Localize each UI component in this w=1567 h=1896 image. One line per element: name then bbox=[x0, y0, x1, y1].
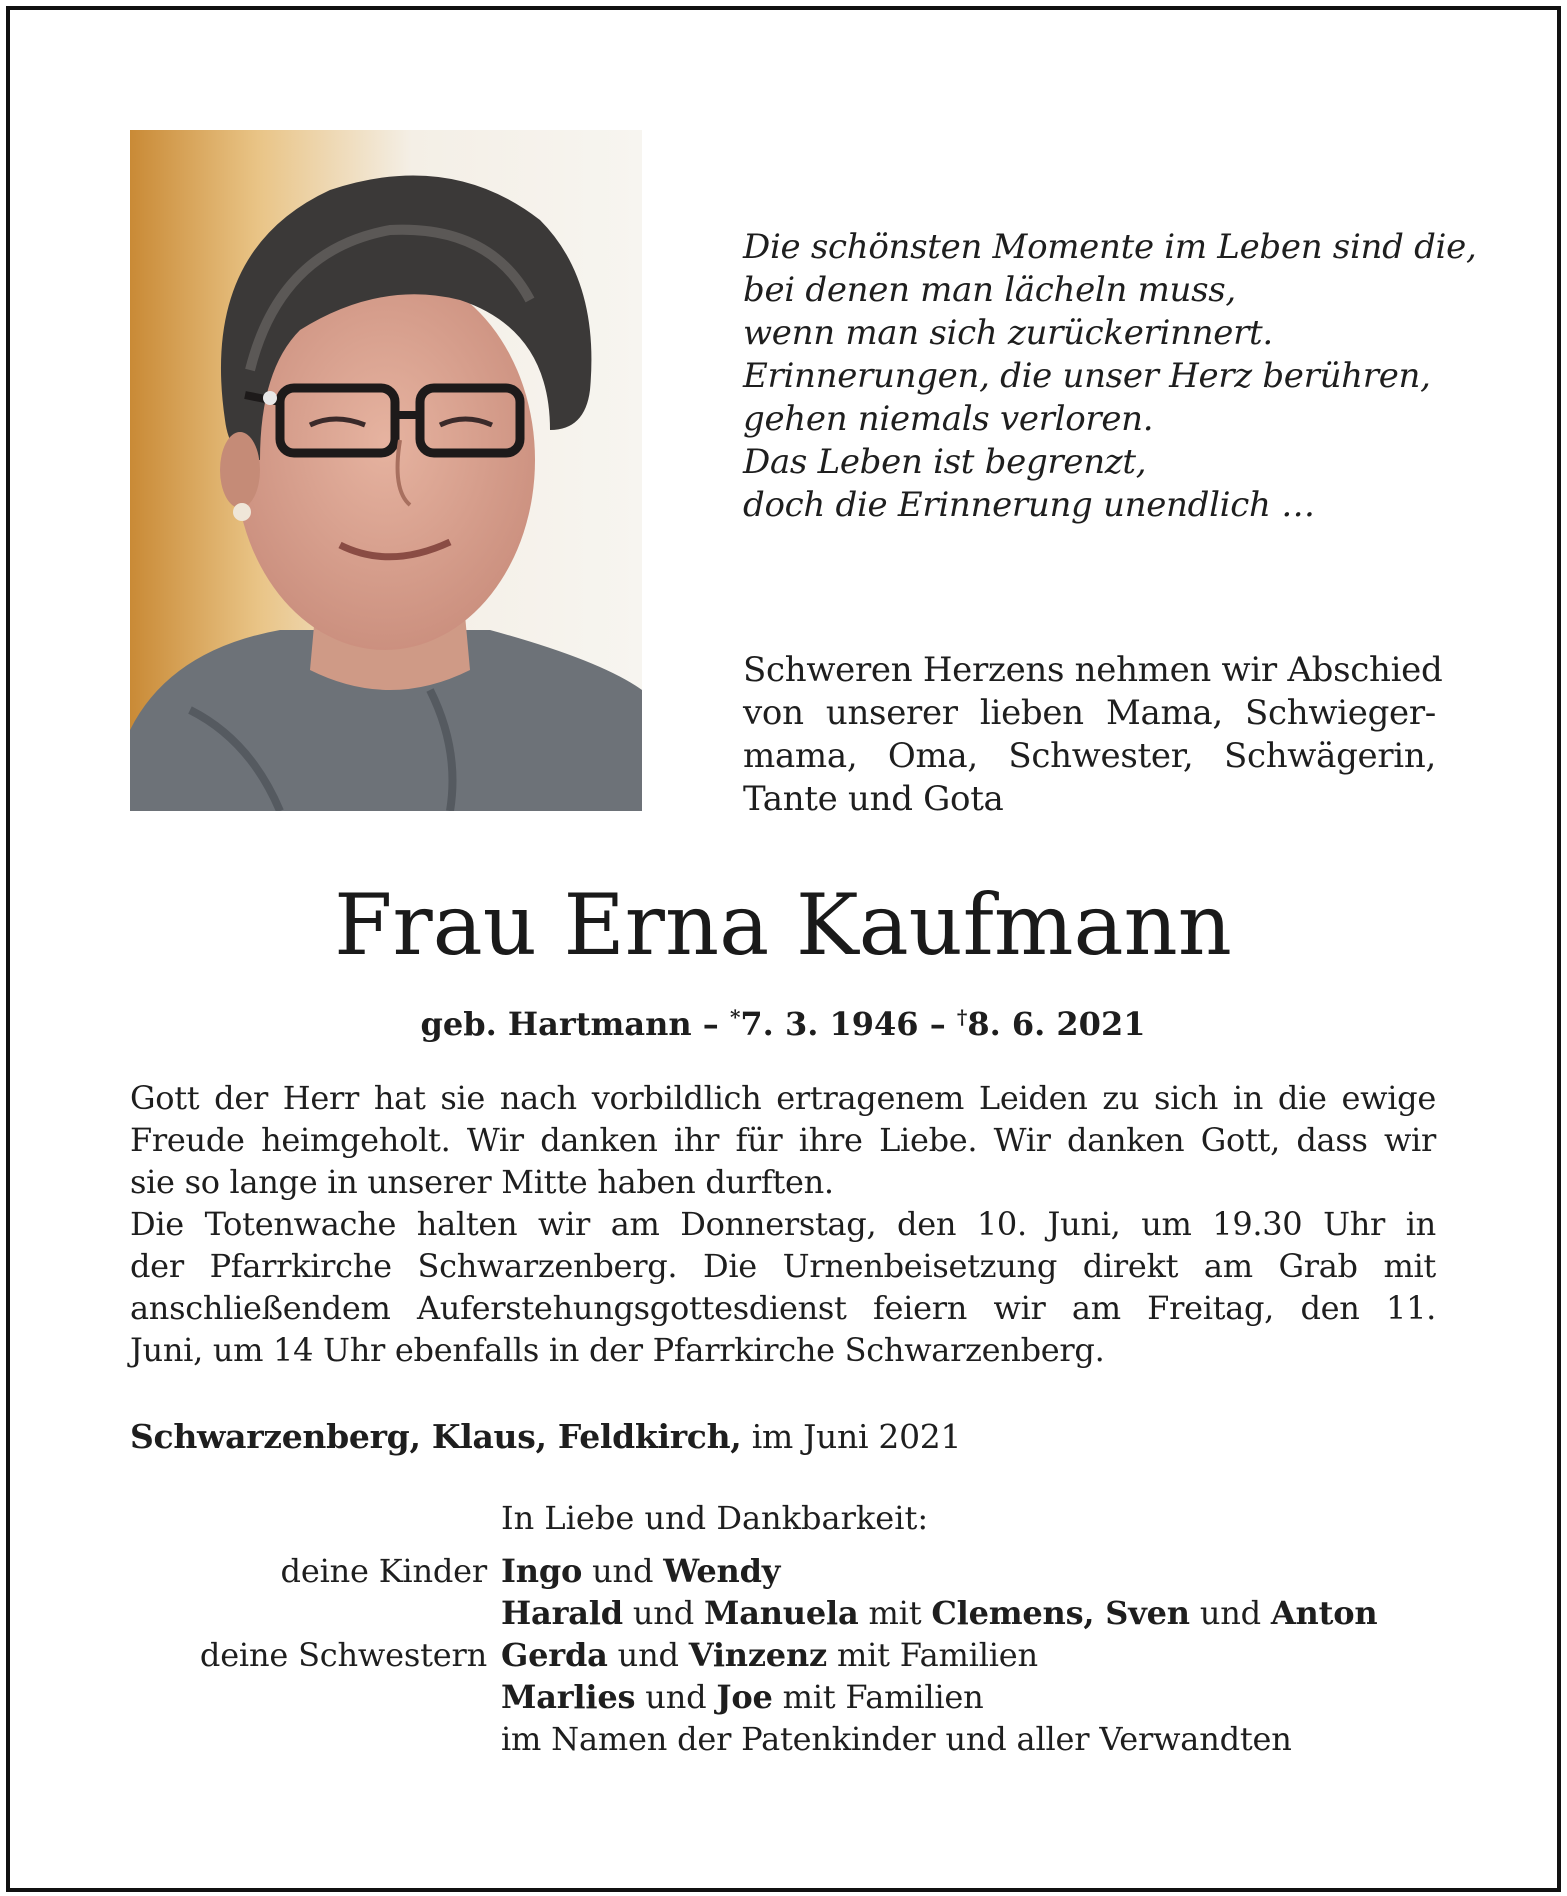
farewell-line: mama, Oma, Schwester, Schwägerin, bbox=[743, 736, 1436, 776]
family-list bbox=[130, 1550, 1460, 1760]
family-name: Vinzenz bbox=[688, 1636, 828, 1674]
conjunction: mit bbox=[868, 1594, 922, 1632]
family-suffix: mit Familien bbox=[837, 1636, 1038, 1674]
place-towns: Schwarzenberg, Klaus, Feldkirch, bbox=[130, 1417, 742, 1456]
died-symbol: † bbox=[956, 1005, 968, 1029]
portrait-photo bbox=[130, 130, 642, 811]
poem-line: doch die Erinnerung unendlich … bbox=[743, 485, 1315, 525]
body-line: der Pfarrkirche Schwarzenberg. Die Urnenbeisetzung direkt am Grab mit bbox=[130, 1247, 1436, 1285]
conjunction: und bbox=[632, 1594, 694, 1632]
family-row bbox=[130, 1676, 1460, 1718]
family-names bbox=[501, 1550, 1460, 1592]
birth-name: geb. Hartmann bbox=[420, 1005, 692, 1043]
family-row bbox=[130, 1634, 1460, 1676]
family-name: Ingo bbox=[501, 1552, 583, 1590]
poem bbox=[743, 226, 1477, 527]
body-line: Gott der Herr hat sie nach vorbildlich ertragenem Leiden zu sich in die ewige bbox=[130, 1079, 1436, 1117]
family-name: Anton bbox=[1270, 1594, 1378, 1632]
family-row bbox=[130, 1718, 1460, 1760]
family-row bbox=[130, 1592, 1460, 1634]
poem-line: Das Leben ist begrenzt, bbox=[743, 442, 1147, 482]
children-label: deine Kinder bbox=[280, 1552, 487, 1590]
birth-date: 7. 3. 1946 bbox=[740, 1005, 919, 1043]
poem-line: bei denen man lächeln muss, bbox=[743, 270, 1236, 310]
deceased-name: Frau Erna Kaufmann bbox=[334, 876, 1232, 974]
sisters-label: deine Schwestern bbox=[199, 1636, 487, 1674]
family-name: Clemens, Sven bbox=[931, 1594, 1190, 1632]
poem-line: gehen niemals verloren. bbox=[743, 399, 1154, 439]
family-name: Wendy bbox=[663, 1552, 781, 1590]
family-row bbox=[130, 1550, 1460, 1592]
farewell-line: Tante und Gota bbox=[743, 779, 1004, 819]
signoff: In Liebe und Dankbarkeit: bbox=[501, 1499, 929, 1537]
family-closing: im Namen der Patenkinder und aller Verwandten bbox=[501, 1720, 1292, 1758]
place-month: im Juni 2021 bbox=[751, 1417, 962, 1456]
conjunction: und bbox=[592, 1552, 654, 1590]
body-line: anschließendem Auferstehungsgottesdienst feiern wir am Freitag, den 11. bbox=[130, 1289, 1436, 1327]
family-name: Marlies bbox=[501, 1678, 636, 1716]
conjunction: und bbox=[1199, 1594, 1261, 1632]
family-name: Manuela bbox=[703, 1594, 859, 1632]
family-name: Gerda bbox=[501, 1636, 608, 1674]
death-date: 8. 6. 2021 bbox=[967, 1005, 1146, 1043]
announcement-text bbox=[130, 1077, 1436, 1371]
family-name: Harald bbox=[501, 1594, 623, 1632]
family-names bbox=[501, 1634, 1460, 1676]
body-line: Freude heimgeholt. Wir danken ihr für ihre Liebe. Wir danken Gott, dass wir bbox=[130, 1121, 1436, 1159]
poem-line: wenn man sich zurückerinnert. bbox=[743, 313, 1273, 353]
born-symbol: * bbox=[729, 1005, 741, 1029]
conjunction: und bbox=[645, 1678, 707, 1716]
poem-line: Die schönsten Momente im Leben sind die, bbox=[743, 227, 1477, 267]
body-line: Juni, um 14 Uhr ebenfalls in der Pfarrkirche Schwarzenberg. bbox=[130, 1331, 1105, 1369]
family-names bbox=[501, 1592, 1460, 1634]
place-date bbox=[130, 1415, 961, 1459]
conjunction: und bbox=[617, 1636, 679, 1674]
farewell-text bbox=[743, 649, 1443, 821]
body-line: Die Totenwache halten wir am Donnerstag, den 10. Juni, um 19.30 Uhr in bbox=[130, 1205, 1436, 1243]
poem-line: Erinnerungen, die unser Herz berühren, bbox=[743, 356, 1431, 396]
farewell-line: von unserer lieben Mama, Schwieger- bbox=[743, 693, 1436, 733]
farewell-line: Schweren Herzens nehmen wir Abschied bbox=[743, 650, 1443, 690]
family-suffix: mit Familien bbox=[782, 1678, 984, 1716]
life-dates: geb. Hartmann – *7. 3. 1946 – †8. 6. 2021 bbox=[420, 1005, 1146, 1043]
family-names bbox=[501, 1676, 1460, 1718]
family-name: Joe bbox=[716, 1678, 773, 1716]
portrait-icon bbox=[130, 130, 642, 811]
body-line: sie so lange in unserer Mitte haben durften. bbox=[130, 1163, 834, 1201]
